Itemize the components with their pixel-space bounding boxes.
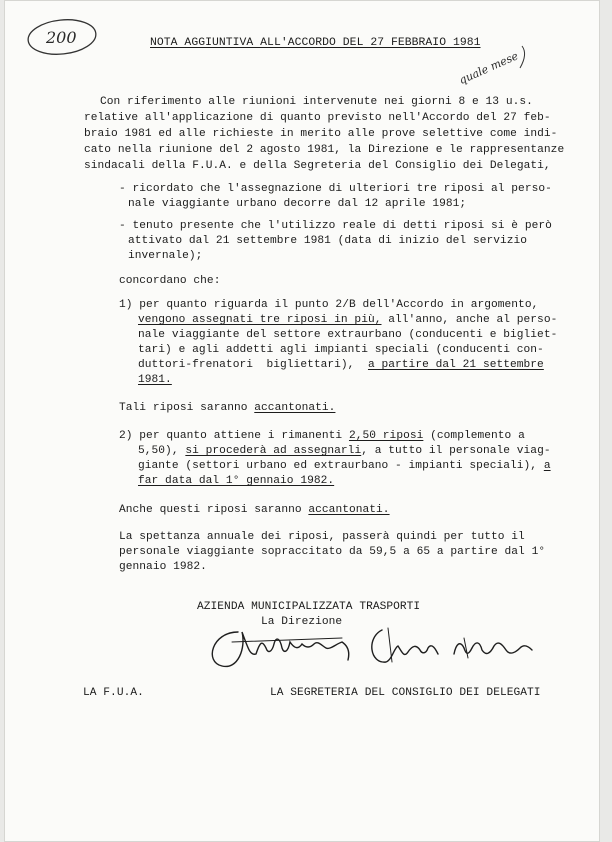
signature-1 — [212, 632, 348, 666]
company-name: AZIENDA MUNICIPALIZZATA TRASPORTI — [197, 601, 421, 613]
page-title: NOTA AGGIUNTIVA ALL'ACCORDO DEL 27 FEBBRAIO 1981 — [150, 37, 481, 49]
tali-text: Tali riposi saranno — [119, 402, 255, 414]
intro-line-4: cato nella riunione del 2 agosto 1981, la Direzione e le rappresentanze — [84, 144, 565, 156]
margin-note — [452, 40, 542, 90]
spettanza-line-1: La spettanza annuale dei riposi, passerà quindi per tutto il — [119, 531, 525, 543]
anche-highlight: accantonati. — [308, 504, 390, 516]
point2-highlight-3: a — [543, 460, 551, 472]
point1-line-6: 1981. — [138, 374, 172, 386]
archive-number-stamp — [24, 16, 102, 58]
point1-line-5 — [138, 360, 544, 371]
intro-line-3: braio 1981 ed alle richieste in merito alle prove selettive come indi- — [84, 128, 558, 140]
direzione-label: La Direzione — [261, 616, 343, 628]
fua-label: LA F.U.A. — [83, 687, 144, 699]
point1-highlight-1: vengono assegnati tre riposi in più, — [138, 314, 382, 326]
point2-line-4: far data dal 1° gennaio 1982. — [138, 475, 335, 487]
point1-highlight-2: a partire dal 21 settembre — [367, 359, 544, 371]
signatures — [202, 618, 542, 674]
bullet2-line-1: - tenuto presente che l'utilizzo reale di detti riposi si è però — [119, 220, 552, 232]
point2-line-2 — [138, 446, 551, 457]
point2-line-1-end: (complemento a — [423, 430, 525, 442]
spettanza-line-3: gennaio 1982. — [119, 561, 207, 573]
bullet2-line-2: attivato dal 21 settembre 1981 (data di inizio del servizio — [128, 235, 528, 247]
point1-line-2 — [138, 315, 557, 326]
point1-line-5-start: duttori-frenatori bigliettari), — [138, 359, 368, 371]
point2-line-2-end: , a tutto il personale viag- — [361, 445, 551, 457]
bullet1-line-1: - ricordato che l'assegnazione di ulteriori tre riposi al perso- — [119, 183, 552, 195]
concordano-line: concordano che: — [119, 275, 221, 287]
point1-line-2-rest: all'anno, anche al perso- — [381, 314, 558, 326]
point2-highlight-1: 2,50 riposi — [348, 430, 424, 442]
point2-line-3 — [138, 461, 551, 472]
point1-line-1: 1) per quanto riguarda il punto 2/B dell'Accordo in argomento, — [119, 299, 539, 311]
tali-line — [119, 403, 335, 414]
point2-line-2-start: 5,50), — [138, 445, 186, 457]
point2-line-1-start: 2) per quanto attiene i rimanenti — [119, 430, 349, 442]
margin-note-text: quale mese — [457, 49, 521, 87]
bullet2-line-3: invernale); — [128, 250, 203, 262]
point1-line-4: tari) e agli addetti agli impianti speciali (conducenti con- — [138, 344, 544, 356]
spettanza-line-2: personale viaggiante sopraccitato da 59,5 a 65 a partire dal 1° — [119, 546, 546, 558]
anche-text: Anche questi riposi saranno — [119, 504, 309, 516]
signature-2 — [372, 630, 438, 662]
intro-line-5: sindacali della F.U.A. e della Segreteria del Consiglio dei Delegati, — [84, 160, 551, 172]
intro-line-2: relative all'applicazione di quanto previsto nell'Accordo del 27 feb- — [84, 112, 551, 124]
point2-highlight-2: si procederà ad assegnarli — [185, 445, 362, 457]
archive-number: 200 — [46, 28, 77, 47]
anche-line — [119, 505, 390, 516]
point2-line-1 — [119, 431, 525, 442]
point2-line-3-start: giante (settori urbano ed extraurbano - impianti speciali), — [138, 460, 544, 472]
segreteria-label: LA SEGRETERIA DEL CONSIGLIO DEI DELEGATI — [270, 687, 541, 699]
bullet1-line-2: nale viaggiante urbano decorre dal 12 aprile 1981; — [128, 198, 467, 210]
intro-line-1: Con riferimento alle riunioni intervenute nei giorni 8 e 13 u.s. — [100, 96, 533, 108]
point1-line-3: nale viaggiante del settore extraurbano (conducenti e bigliet- — [138, 329, 558, 341]
tali-highlight: accantonati. — [254, 402, 336, 414]
document-page — [4, 0, 600, 842]
